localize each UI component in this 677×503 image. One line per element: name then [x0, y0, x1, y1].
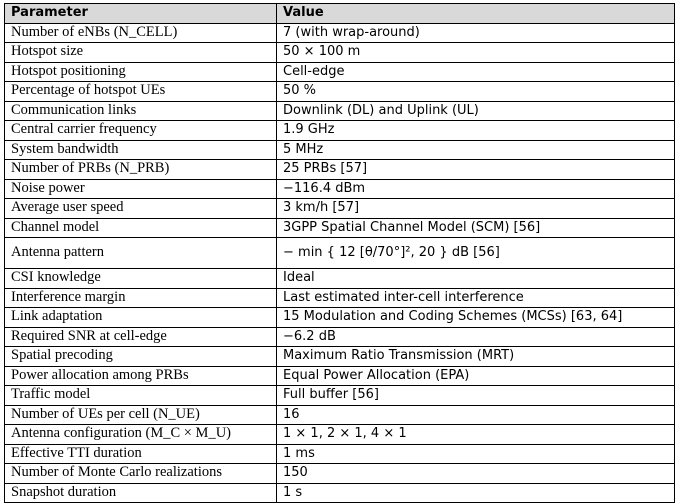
table-row [5, 179, 675, 199]
table-row [5, 269, 675, 289]
table-row [5, 366, 675, 386]
table-header-row [5, 4, 675, 24]
value-cell: Equal Power Allocation (EPA) [277, 366, 675, 386]
parameter-cell: Hotspot positioning [5, 62, 277, 82]
table-row [5, 23, 675, 43]
table-row [5, 386, 675, 406]
parameter-cell: Percentage of hotspot UEs [5, 82, 277, 102]
value-cell: 3 km/h [57] [277, 199, 675, 219]
parameter-cell: Antenna pattern [5, 238, 277, 269]
table-row [5, 405, 675, 425]
table-row [5, 288, 675, 308]
table-row [5, 218, 675, 238]
table-row [5, 62, 675, 82]
value-cell: Ideal [277, 269, 675, 289]
parameter-table [4, 3, 675, 503]
value-cell: 50 × 100 m [277, 43, 675, 63]
value-cell: −116.4 dBm [277, 179, 675, 199]
value-cell: 16 [277, 405, 675, 425]
table-row [5, 425, 675, 445]
parameter-cell: System bandwidth [5, 140, 277, 160]
parameter-cell: Hotspot size [5, 43, 277, 63]
value-cell: Last estimated inter-cell interference [277, 288, 675, 308]
parameter-cell: Number of Monte Carlo realizations [5, 464, 277, 484]
value-cell: Maximum Ratio Transmission (MRT) [277, 347, 675, 367]
parameter-cell: Number of PRBs (N_PRB) [5, 160, 277, 180]
value-cell: 5 MHz [277, 140, 675, 160]
table-row [5, 327, 675, 347]
value-cell: 25 PRBs [57] [277, 160, 675, 180]
parameter-cell: Power allocation among PRBs [5, 366, 277, 386]
table-row [5, 308, 675, 328]
parameter-cell: Link adaptation [5, 308, 277, 328]
table-body [5, 23, 675, 503]
parameter-cell: Noise power [5, 179, 277, 199]
value-cell: 3GPP Spatial Channel Model (SCM) [56] [277, 218, 675, 238]
table-row [5, 43, 675, 63]
table-row [5, 238, 675, 269]
table-row [5, 82, 675, 102]
parameter-table-container [4, 3, 675, 503]
value-cell: 7 (with wrap-around) [277, 23, 675, 43]
parameter-cell: Number of UEs per cell (N_UE) [5, 405, 277, 425]
table-row [5, 347, 675, 367]
table-row [5, 444, 675, 464]
header-value: Value [277, 4, 675, 24]
value-cell: Full buffer [56] [277, 386, 675, 406]
parameter-cell: Effective TTI duration [5, 444, 277, 464]
parameter-cell: Average user speed [5, 199, 277, 219]
table-row [5, 140, 675, 160]
parameter-cell: Channel model [5, 218, 277, 238]
parameter-cell: Traffic model [5, 386, 277, 406]
value-cell: 150 [277, 464, 675, 484]
header-parameter: Parameter [5, 4, 277, 24]
parameter-cell: Antenna configuration (M_C × M_U) [5, 425, 277, 445]
value-cell: 15 Modulation and Coding Schemes (MCSs) [63, 64] [277, 308, 675, 328]
value-cell: 50 % [277, 82, 675, 102]
table-row [5, 160, 675, 180]
table-row [5, 101, 675, 121]
parameter-cell: Communication links [5, 101, 277, 121]
value-cell: 1.9 GHz [277, 121, 675, 141]
value-cell: 1 × 1, 2 × 1, 4 × 1 [277, 425, 675, 445]
parameter-cell: Number of eNBs (N_CELL) [5, 23, 277, 43]
value-cell: − min { 12 [θ/70°]², 20 } dB [56] [277, 238, 675, 269]
value-cell: Cell-edge [277, 62, 675, 82]
parameter-cell: CSI knowledge [5, 269, 277, 289]
parameter-cell: Required SNR at cell-edge [5, 327, 277, 347]
table-row [5, 464, 675, 484]
value-cell: Downlink (DL) and Uplink (UL) [277, 101, 675, 121]
parameter-cell: Snapshot duration [5, 483, 277, 503]
parameter-cell: Interference margin [5, 288, 277, 308]
table-row [5, 121, 675, 141]
value-cell: 1 s [277, 483, 675, 503]
value-cell: −6.2 dB [277, 327, 675, 347]
parameter-cell: Spatial precoding [5, 347, 277, 367]
value-cell: 1 ms [277, 444, 675, 464]
table-row [5, 483, 675, 503]
table-row [5, 199, 675, 219]
parameter-cell: Central carrier frequency [5, 121, 277, 141]
